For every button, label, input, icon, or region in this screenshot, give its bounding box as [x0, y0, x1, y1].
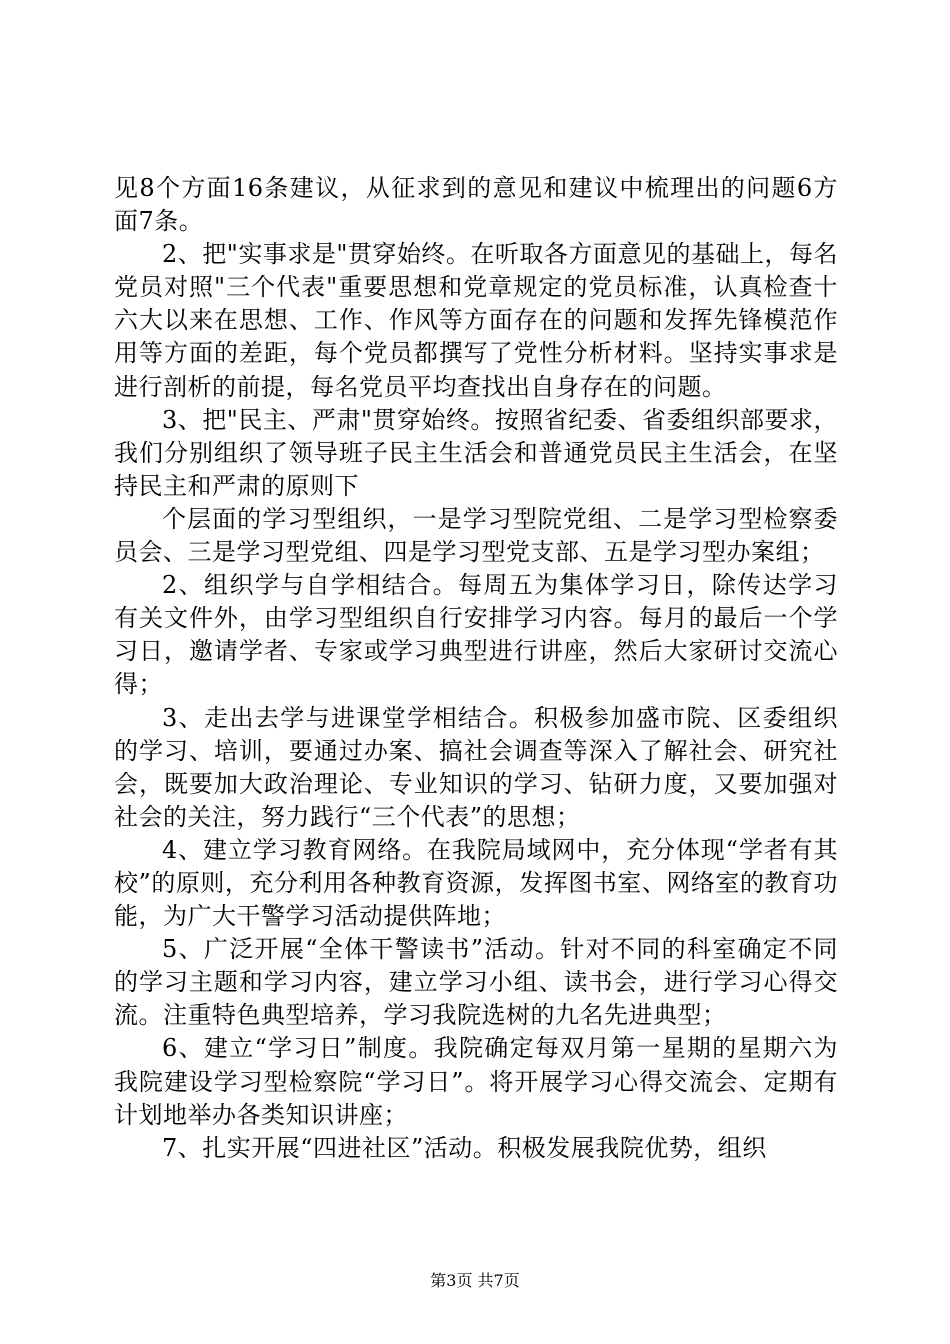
paragraph: 2、组织学与自学相结合。每周五为集体学习日，除传达学习有关文件外，由学习型组织自行安排学习内容。每月的最后一个学习日，邀请学者、专家或学习典型进行讲座，然后大家研讨交流心得；	[114, 571, 838, 699]
paragraph: 个层面的学习型组织，一是学习型院党组、二是学习型检察委员会、三是学习型党组、四是学习型党支部、五是学习型办案组；	[114, 504, 838, 567]
paragraph: 6、建立“学习日”制度。我院确定每双月第一星期的星期六为我院建设学习型检察院“学习日”。将开展学习心得交流会、定期有计划地举办各类知识讲座；	[114, 1034, 838, 1129]
paragraph: 5、广泛开展“全体干警读书”活动。针对不同的科室确定不同的学习主题和学习内容，建立学习小组、读书会，进行学习心得交流。注重特色典型培养，学习我院选树的九名先进典型；	[114, 935, 838, 1030]
page-number-footer: 第3页 共7页	[430, 1271, 520, 1290]
paragraph: 2、把"实事求是"贯穿始终。在听取各方面意见的基础上，每名党员对照"三个代表"重要思想和党章规定的党员标准，认真检查十六大以来在思想、工作、作风等方面存在的问题和发挥先锋模范作用等方面的差距，每个党员都撰写了党性分析材料。坚持实事求是进行剖析的前提，每名党员平均查找出自身存在的问题。	[114, 240, 838, 401]
paragraph: 3、走出去学与进课堂学相结合。积极参加盛市院、区委组织的学习、培训，要通过办案、搞社会调查等深入了解社会、研究社会，既要加大政治理论、专业知识的学习、钻研力度，又要加强对社会的关注，努力践行“三个代表”的思想；	[114, 703, 838, 831]
paragraph: 4、建立学习教育网络。在我院局域网中，充分体现“学者有其校”的原则，充分利用各种教育资源，发挥图书室、网络室的教育功能，为广大干警学习活动提供阵地；	[114, 835, 838, 931]
document-body	[114, 172, 838, 1165]
paragraph: 3、把"民主、严肃"贯穿始终。按照省纪委、省委组织部要求，我们分别组织了领导班子民主生活会和普通党员民主生活会，在坚持民主和严肃的原则下	[114, 405, 838, 500]
paragraph: 见8个方面16条建议，从征求到的意见和建议中梳理出的问题6方面7条。	[114, 174, 838, 236]
paragraph: 7、扎实开展“四进社区”活动。积极发展我院优势，组织	[162, 1133, 767, 1162]
